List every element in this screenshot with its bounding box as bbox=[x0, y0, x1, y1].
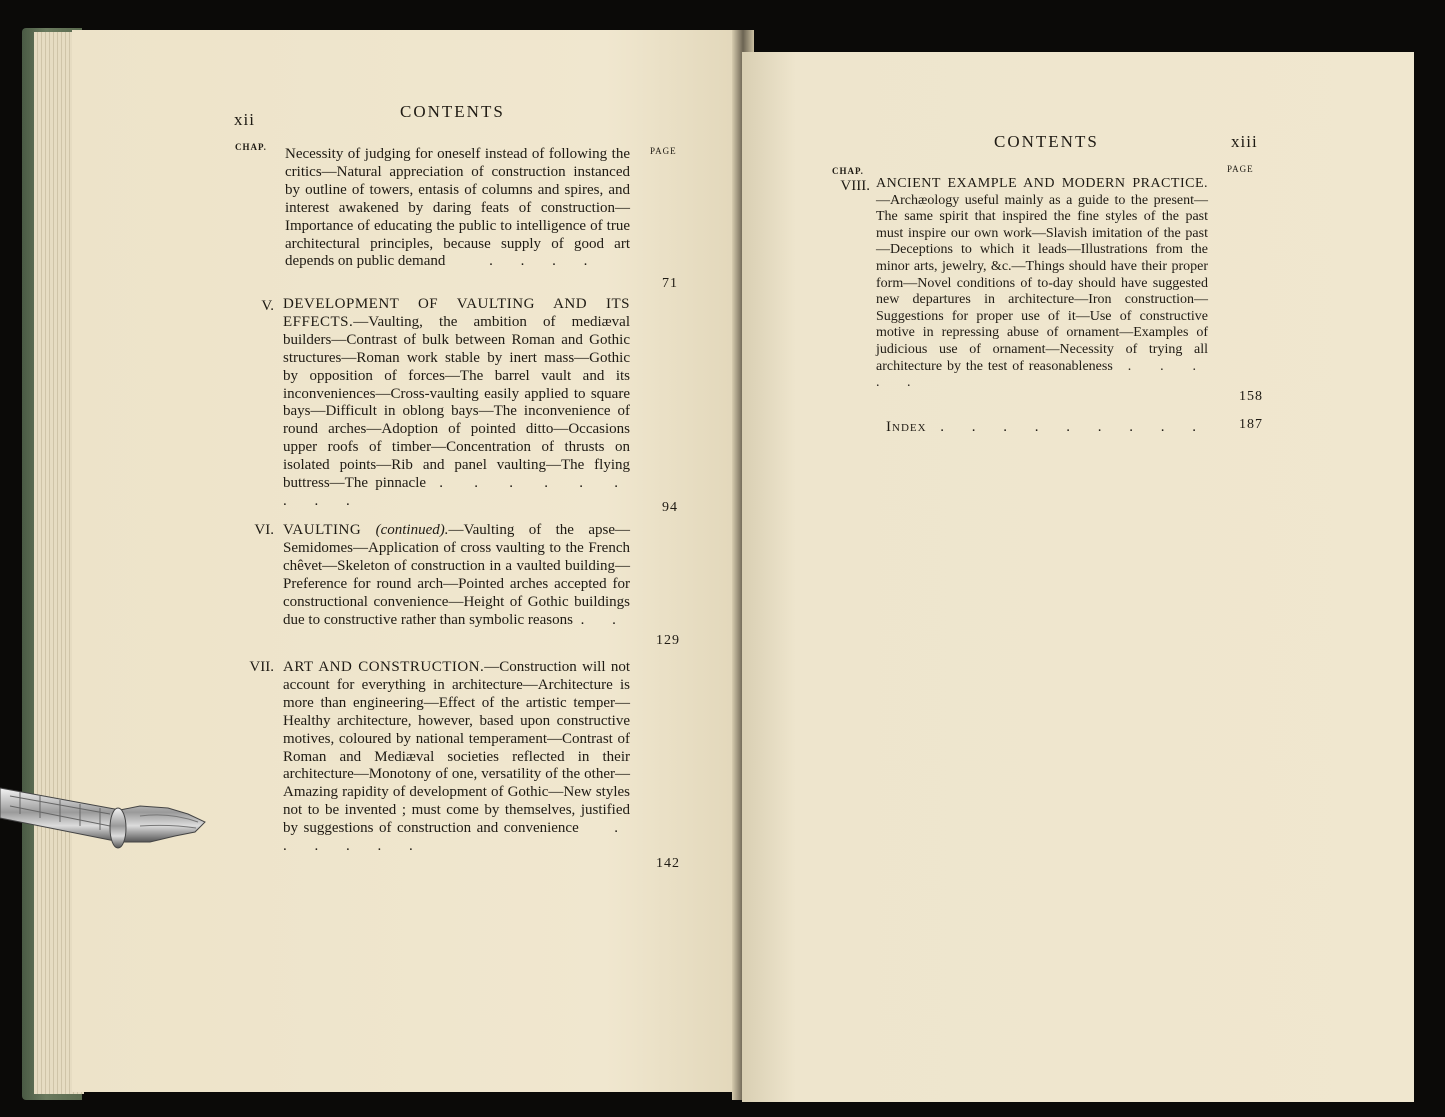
left-folio: xii bbox=[234, 110, 255, 129]
right-page bbox=[742, 52, 1414, 1102]
chapter-number: VI. bbox=[254, 522, 274, 538]
entry-page-number: 71 bbox=[662, 276, 678, 291]
leader-dots: . . . . bbox=[489, 253, 600, 270]
leader-dots: . . . . . . bbox=[283, 820, 631, 855]
right-page-label: PAGE bbox=[1227, 164, 1254, 174]
entry-description: —Vaulting, the ambition of mediæval builders—Contrast of bulk between Roman and Gothic structures—Roman work stable by inert mass—Gothic by opposition of forces—The barrel vault and its inconveniences—Cross-vaulting easily applied to square bays—Difficult in oblong bays—The inconvenience of round arches—Adoption of pointed ditto—Occasions upper roofs of timber—Concentration of thrusts on isolated points—Rib and panel vaulting—The flying buttress—The pinnacle bbox=[283, 313, 630, 492]
entry-description: —Archæology useful mainly as a guide to the present—The same spirit that inspired the fine styles of the past must inspire our own work—Slavish imitation of the past—Deceptions to which it leads—Illustrations from the minor arts, jewelry, &c.—Things should have their proper form—Novel conditions of to-day should have suggested new departures in architecture—Iron construction—Suggestions for proper use of it—Use of constructive motive in repressing abuse of ornament—Examples of judicious use of ornament—Necessity of trying all architecture by the test of reasonableness bbox=[876, 192, 1208, 374]
entry-description: —Construction will not account for everything in architecture—Architecture is more than engineering—Effect of the artistic temper—Healthy architecture, however, based upon constructive motives, coloured by national temperament—Contrast of Roman and Mediæval societies reflected in their architecture—Monotony of one, versatility of the other—Amazing rapidity of development of Gothic—New styles not to be invented ; must come by themselves, justified by suggestions of construction and convenience bbox=[283, 659, 630, 837]
leader-dots: . . . . . bbox=[876, 358, 1208, 391]
left-running-title: CONTENTS bbox=[400, 102, 505, 121]
entry-page-number: 94 bbox=[662, 500, 678, 515]
entry-page-number: 142 bbox=[656, 856, 680, 871]
right-running-title: CONTENTS bbox=[994, 132, 1099, 151]
leader-dots: . . . . . . . . . bbox=[940, 419, 1209, 435]
left-page-label: PAGE bbox=[650, 146, 677, 156]
chapter-heading-continued: (continued). bbox=[375, 522, 449, 538]
entry-page-number: 187 bbox=[1239, 417, 1263, 432]
left-chap-label: CHAP. bbox=[235, 142, 267, 152]
entry-text bbox=[283, 522, 630, 629]
chapter-number: VIII. bbox=[840, 178, 870, 194]
entry-description: —Vaulting of the apse—Semidomes—Application of cross vaulting to the French chêvet—Skeleton of construction in a vaulted building—Preference for round arch—Pointed arches accepted for constructional convenience—Height of Gothic buildings due to constructive rather than symbolic reasons bbox=[283, 522, 630, 628]
entry-page-number: 158 bbox=[1239, 389, 1263, 404]
entry-text bbox=[876, 176, 1208, 392]
right-folio: xiii bbox=[1231, 132, 1258, 151]
entry-page-number: 129 bbox=[656, 633, 680, 648]
chapter-heading: VAULTING bbox=[283, 522, 362, 538]
left-page bbox=[72, 30, 740, 1092]
leader-dots: . . bbox=[580, 611, 628, 628]
hand-clip-icon bbox=[0, 770, 215, 870]
index-label: Index bbox=[886, 419, 927, 435]
entry-description: Necessity of judging for oneself instead of following the critics—Natural appreciation of construction instanced by outline of towers, entasis of columns and spires, and interest awakened by daring feats of construction—Importance of educating the public to intelligence of true architectural principles, because supply of good art depends on public demand bbox=[285, 146, 630, 270]
chapter-heading: DEVELOPMENT OF VAULTING AND ITS EFFECTS. bbox=[283, 296, 630, 330]
chapter-heading: ANCIENT EXAMPLE AND MODERN PRACTICE. bbox=[876, 176, 1208, 191]
entry-text bbox=[283, 659, 630, 856]
entry-text bbox=[285, 146, 630, 271]
leader-dots: . . . . . . . . . bbox=[283, 475, 631, 509]
chapter-heading: ART AND CONSTRUCTION. bbox=[283, 659, 485, 675]
chapter-number: VII. bbox=[249, 659, 274, 675]
entry-text bbox=[886, 419, 1216, 437]
chapter-number: V. bbox=[261, 298, 274, 314]
entry-text bbox=[283, 296, 630, 511]
right-chap-label: CHAP. bbox=[832, 166, 864, 176]
